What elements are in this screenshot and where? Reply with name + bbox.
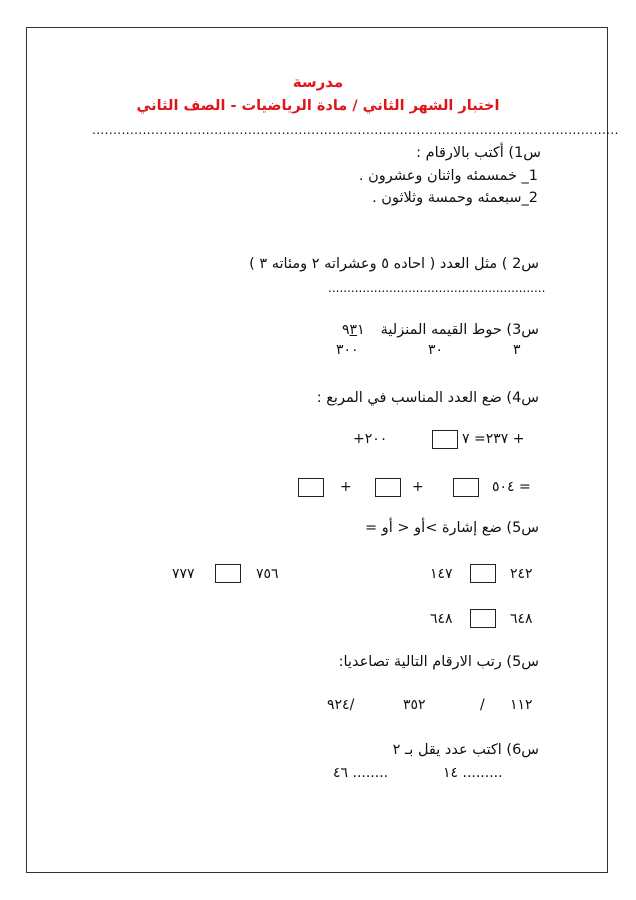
answer-box[interactable] <box>298 478 324 497</box>
compare-left-value: ١٤٧ <box>430 566 453 582</box>
order-number-1: ١١٢ <box>510 697 533 713</box>
compare-left-value: ٧٧٧ <box>172 566 195 582</box>
question-5b-label: س5) رتب الارقام التالية تصاعديا: <box>338 654 539 670</box>
answer-box[interactable] <box>375 478 401 497</box>
answer-box[interactable] <box>432 430 458 449</box>
question-6-item-b: ٤٦ ........ <box>333 765 389 781</box>
compare-right-value: ٦٤٨ <box>510 611 533 627</box>
compare-left-value: ٦٤٨ <box>430 611 453 627</box>
order-number-2: ٣٥٢ <box>403 697 426 713</box>
compare-right-value: ٧٥٦ <box>256 566 279 582</box>
compare-box[interactable] <box>470 609 496 628</box>
answer-box[interactable] <box>453 478 479 497</box>
question-2-answer-line: ......................................................... <box>328 281 546 295</box>
question-3-option-3[interactable]: ٣ <box>513 342 521 358</box>
compare-right-value: ٢٤٢ <box>510 566 533 582</box>
equation-1-left: ٢٣٧= ٧ + <box>462 431 525 447</box>
compare-box[interactable] <box>470 564 496 583</box>
question-5-label: س5) ضع إشارة >أو < أو = <box>365 520 539 536</box>
equation-2-left: ٥٠٤ = <box>492 479 531 495</box>
question-3-label: س3) حوط القيمه المنزلية <box>380 322 539 338</box>
plus-sign: + <box>412 479 424 495</box>
question-1-item-2: 2_سبعمئه وحمسة وثلاثون . <box>372 190 538 206</box>
digit-ones: ١ <box>357 322 365 338</box>
exam-title: اختبار الشهر الثاني / مادة الرياضيات - الصف الثاني <box>136 98 500 114</box>
plus-sign: + <box>340 479 352 495</box>
question-1-item-1: 1_ خمسمئه واثنان وعشرون . <box>358 168 538 184</box>
question-3-option-1[interactable]: ٣٠٠ <box>336 342 359 358</box>
order-number-3: ٩٢٤/ <box>327 697 355 713</box>
question-3-number <box>342 322 365 338</box>
question-6-label: س6) اكتب عدد يقل بـ ٢ <box>392 742 539 758</box>
question-2-label: س2 ) مثل العدد ( احاده ٥ وعشراته ٢ ومئاته ٣ ) <box>249 256 539 272</box>
name-line: ............................................................................................................................. <box>92 123 619 137</box>
question-6-item-a: ١٤ ......... <box>443 765 503 781</box>
school-name: مدرسة <box>292 73 344 91</box>
question-4-label: س4) ضع العدد المناسب في المربع : <box>316 390 539 406</box>
compare-box[interactable] <box>215 564 241 583</box>
equation-1-right: +٢٠٠ <box>353 431 388 447</box>
digit-hundreds: ٩ <box>342 322 350 338</box>
question-1-label: س1) أكتب بالارقام : <box>416 145 541 161</box>
question-3-option-2[interactable]: ٣٠ <box>428 342 444 358</box>
order-separator: / <box>480 697 485 713</box>
digit-tens-underlined: ٣ <box>349 322 358 338</box>
